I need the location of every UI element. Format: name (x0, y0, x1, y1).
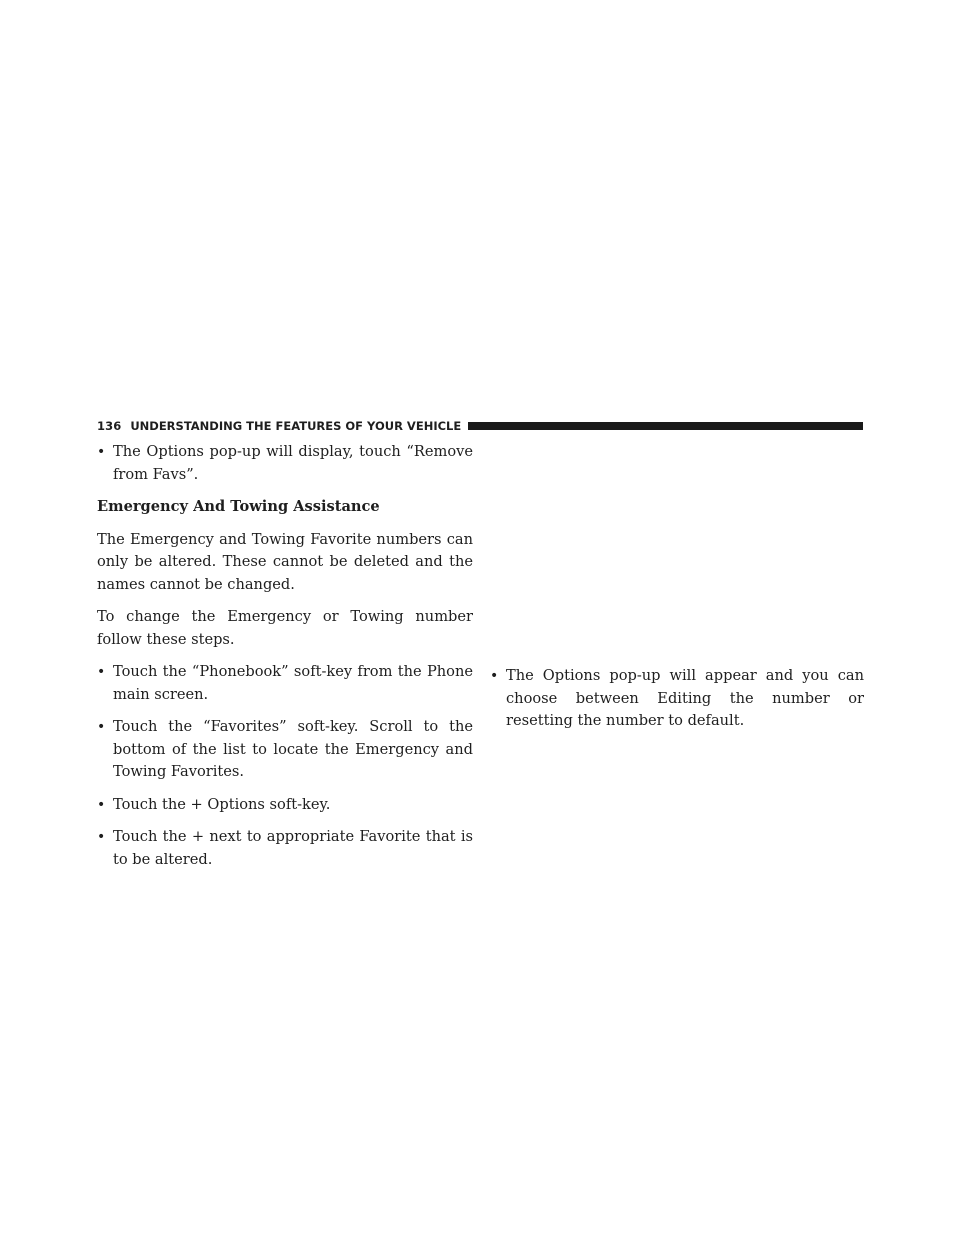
step-phonebook (97, 661, 473, 706)
bullet-dot: • (97, 444, 106, 460)
bullet-remove-favs (97, 441, 473, 486)
bullet-text: Touch the + next to appropriate Favorite that is to be altered. (113, 828, 473, 868)
bullet-dot: • (490, 668, 499, 684)
page-number: 136 (97, 419, 122, 433)
bullet-dot: • (97, 664, 106, 680)
section-heading: Emergency And Towing Assistance (97, 498, 380, 515)
step-options (97, 794, 473, 817)
bullet-dot: • (97, 796, 106, 813)
bullet-text: The Options pop-up will appear and you can choose between Editing the number or resetting the number to default. (506, 667, 864, 729)
bullet-dot: • (97, 719, 106, 735)
paragraph-steps-intro: To change the Emergency or Towing number follow these steps. (97, 608, 473, 648)
bullet-text: Touch the “Favorites” soft-key. Scroll to the bottom of the list to locate the Emergency and Towing Favorites. (113, 718, 473, 780)
bullet-text: Touch the + Options soft-key. (113, 795, 331, 813)
header-rule (468, 422, 863, 430)
left-column (97, 441, 473, 881)
bullet-dot: • (97, 829, 106, 845)
step-plus-next (97, 826, 473, 871)
bullet-text: The Options pop-up will display, touch “Remove from Favs”. (113, 443, 473, 483)
paragraph-altered: The Emergency and Towing Favorite numbers can only be altered. These cannot be deleted and the names cannot be changed. (97, 530, 473, 593)
page-header (97, 417, 863, 435)
bullet-options-popup (490, 665, 864, 733)
right-column (490, 665, 864, 743)
bullet-text: Touch the “Phonebook” soft-key from the Phone main screen. (113, 663, 473, 703)
section-title: UNDERSTANDING THE FEATURES OF YOUR VEHICLE (130, 419, 462, 433)
step-favorites (97, 716, 473, 784)
